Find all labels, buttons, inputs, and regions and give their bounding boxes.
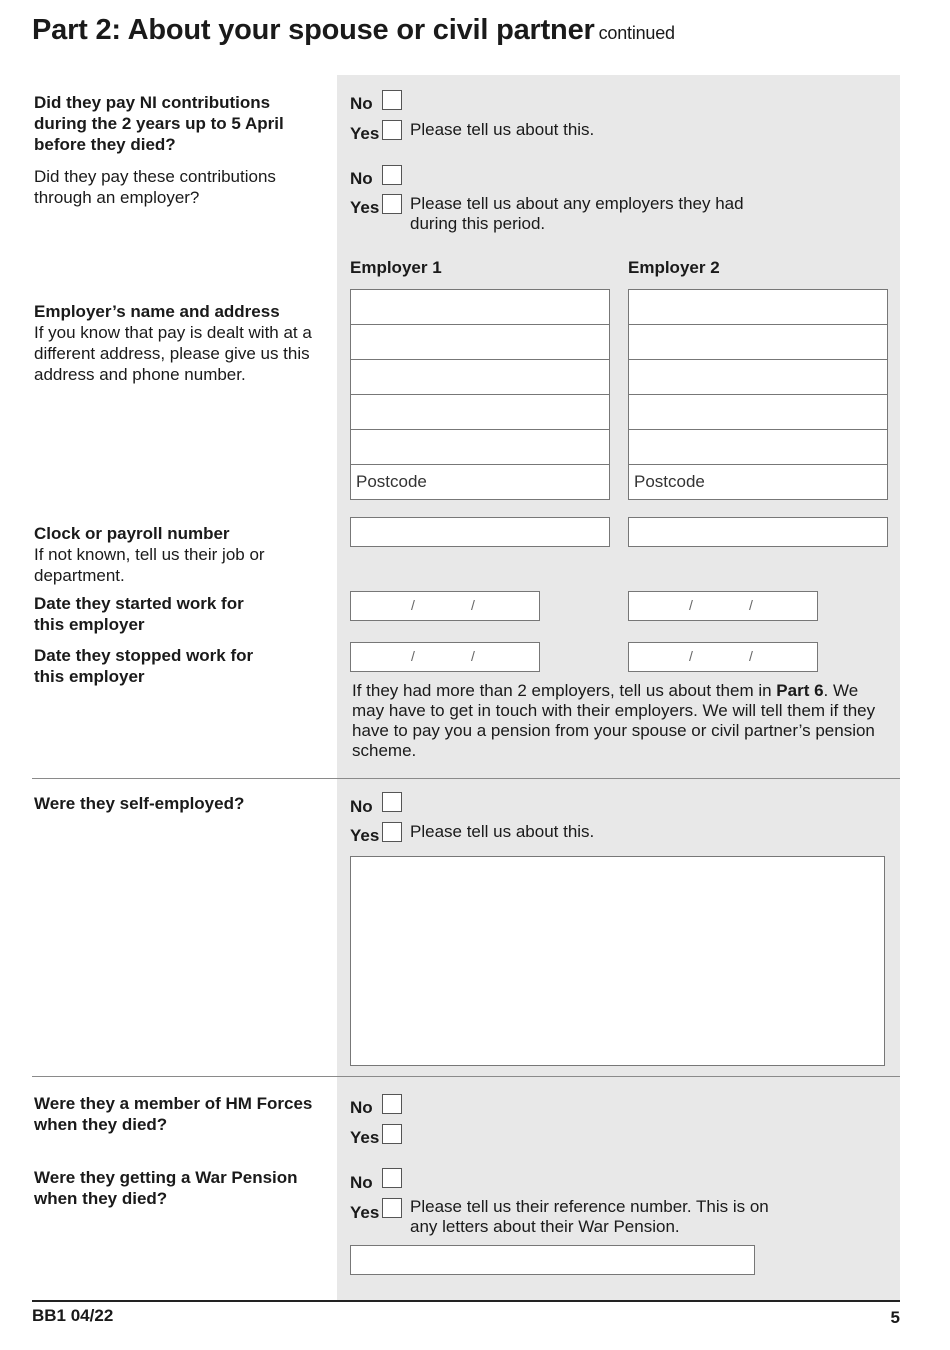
section-divider (32, 778, 900, 779)
employer-question: Did they pay these contributions through an employer? (34, 167, 276, 207)
employer-name-help: If you know that pay is dealt with at a different address, please give us this address and phone number. (34, 323, 312, 384)
employer-2-clock-input[interactable] (628, 517, 888, 547)
employer-2-heading: Employer 2 (628, 258, 720, 277)
employer-1-clock-input[interactable] (350, 517, 610, 547)
date-separator: / (471, 648, 475, 664)
clock-number-label: Clock or payroll number If not known, tell us their job or department. (34, 524, 265, 585)
employer-1-postcode[interactable]: Postcode (356, 472, 427, 491)
hm-forces-no-checkbox[interactable] (382, 1094, 402, 1114)
self-employed-yes-checkbox[interactable] (382, 822, 402, 842)
employer-2-address-field[interactable] (628, 289, 888, 500)
employer-1-stop-date[interactable] (350, 642, 540, 672)
war-pension-yes-instruction: Please tell us their reference number. This is on any letters about their War Pension. (410, 1197, 769, 1236)
date-separator: / (471, 597, 475, 613)
war-pension-yes-checkbox[interactable] (382, 1198, 402, 1218)
stop-date-label: Date they stopped work for this employer (34, 646, 254, 686)
employer-2-stop-date[interactable] (628, 642, 818, 672)
page-number: 5 (890, 1308, 900, 1327)
address-line[interactable] (629, 290, 887, 325)
address-line[interactable] (629, 430, 887, 465)
address-line[interactable] (351, 325, 609, 360)
more-employers-note: If they had more than 2 employers, tell us about them in Part 6. We may have to get in touch with their employers. We will tell them if they have to pay you a pension from your spouse or civil partner’s pension scheme. (352, 681, 876, 760)
employer-no-checkbox[interactable] (382, 165, 402, 185)
clock-number-help: If not known, tell us their job or department. (34, 545, 265, 585)
form-code: BB1 04/22 (32, 1306, 114, 1325)
address-line[interactable] (351, 430, 609, 465)
address-line[interactable] (629, 395, 887, 430)
date-separator: / (749, 597, 753, 613)
part-6-reference: Part 6 (776, 681, 824, 700)
ni-yes-checkbox[interactable] (382, 120, 402, 140)
war-pension-reference-input[interactable] (350, 1245, 755, 1275)
address-line[interactable] (351, 395, 609, 430)
war-pension-question: Were they getting a War Pension when they died? (34, 1168, 298, 1208)
employer-2-postcode[interactable]: Postcode (634, 472, 705, 491)
date-separator: / (411, 648, 415, 664)
employer-yes-label: Yes (350, 198, 380, 217)
employer-yes-checkbox[interactable] (382, 194, 402, 214)
page-title-text: Part 2: About your spouse or civil partner (32, 14, 595, 46)
employer-1-start-date[interactable] (350, 591, 540, 621)
date-separator: / (749, 648, 753, 664)
start-date-label: Date they started work for this employer (34, 594, 244, 634)
date-separator: / (689, 597, 693, 613)
ni-no-checkbox[interactable] (382, 90, 402, 110)
ni-yes-instruction: Please tell us about this. (410, 120, 595, 139)
ni-yes-label: Yes (350, 124, 380, 143)
section-divider (32, 1076, 900, 1077)
employer-yes-instruction: Please tell us about any employers they had during this period. (410, 194, 744, 233)
war-pension-yes-label: Yes (350, 1203, 380, 1222)
employer-name-label: Employer’s name and address If you know that pay is dealt with at a different address, please give us this address and phone number. (34, 302, 312, 384)
address-line[interactable] (629, 325, 887, 360)
address-line[interactable] (629, 360, 887, 395)
continued-label: continued (598, 23, 675, 43)
self-employed-no-checkbox[interactable] (382, 792, 402, 812)
page-title (32, 14, 675, 47)
employer-2-start-date[interactable] (628, 591, 818, 621)
hm-forces-yes-checkbox[interactable] (382, 1124, 402, 1144)
self-employed-question: Were they self-employed? (34, 794, 245, 813)
address-line[interactable] (351, 360, 609, 395)
hm-forces-yes-label: Yes (350, 1128, 380, 1147)
self-employed-no-label: No (350, 797, 373, 816)
address-line[interactable] (351, 290, 609, 325)
ni-no-label: No (350, 94, 373, 113)
hm-forces-no-label: No (350, 1098, 373, 1117)
self-employed-yes-label: Yes (350, 826, 380, 845)
hm-forces-question: Were they a member of HM Forces when they died? (34, 1094, 313, 1134)
date-separator: / (411, 597, 415, 613)
footer-rule (32, 1300, 900, 1302)
date-separator: / (689, 648, 693, 664)
self-employed-yes-instruction: Please tell us about this. (410, 822, 595, 841)
employer-no-label: No (350, 169, 373, 188)
war-pension-no-label: No (350, 1173, 373, 1192)
employer-1-address-field[interactable] (350, 289, 610, 500)
war-pension-no-checkbox[interactable] (382, 1168, 402, 1188)
self-employed-details-textarea[interactable] (350, 856, 885, 1066)
employer-1-heading: Employer 1 (350, 258, 442, 277)
ni-question: Did they pay NI contributions during the 2 years up to 5 April before they died? (34, 93, 284, 154)
